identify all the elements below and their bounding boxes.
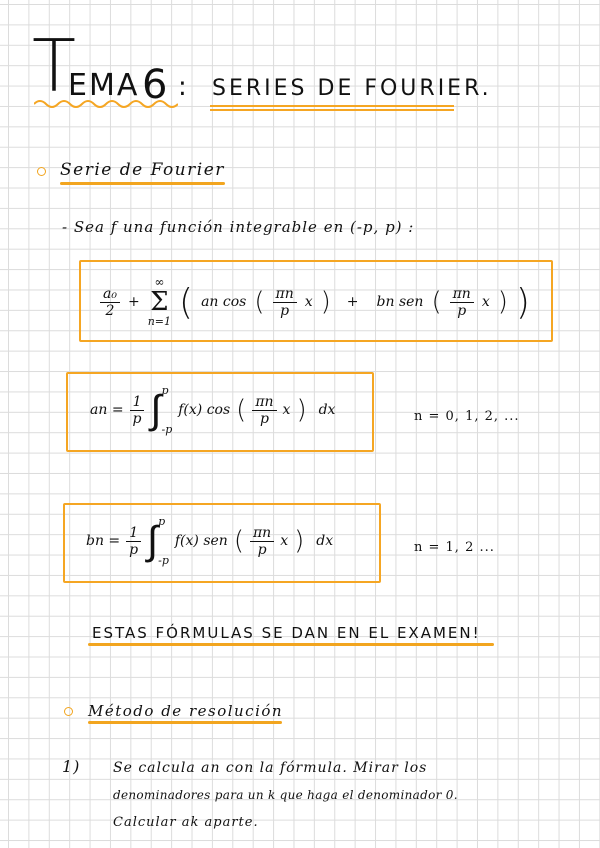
p-denominator: p (257, 541, 267, 558)
step-number: 1) (62, 757, 81, 776)
sigma-icon: Σ (150, 287, 169, 317)
open-paren-icon: ( (236, 395, 247, 425)
pin-over-p-fraction (250, 525, 274, 558)
series-formula (100, 272, 530, 332)
one-over-p-fraction (130, 394, 145, 427)
p-denominator: p (280, 302, 290, 319)
bn-sen-term: bn sen (376, 294, 424, 310)
integral-lower-limit: -p (158, 554, 169, 567)
open-paren-icon: ( (233, 526, 244, 556)
p-denominator: p (132, 410, 142, 427)
dx: dx (316, 533, 334, 549)
open-paren-icon: ( (254, 287, 265, 317)
integral (147, 515, 169, 567)
exam-note: ESTAS FÓRMULAS SE DAN EN EL EXAMEN! (92, 624, 481, 642)
plus-sign: + (127, 294, 140, 310)
title-big-letter: T (32, 24, 76, 108)
x-variable: x (304, 294, 313, 310)
sum-upper-limit: ∞ (154, 275, 165, 289)
integral (151, 384, 173, 436)
close-paren-icon: ) (296, 395, 307, 425)
p-denominator: p (457, 302, 467, 319)
pin-over-p-fraction (252, 394, 276, 427)
title-double-underline (210, 104, 454, 112)
bullet-icon (37, 167, 46, 176)
close-paren-icon: ) (294, 526, 305, 556)
pi-n-numerator: πn (273, 286, 297, 303)
open-paren-icon: ( (431, 287, 442, 317)
title-word: EMA (68, 68, 140, 103)
x-variable: x (282, 402, 291, 418)
one-numerator: 1 (130, 394, 145, 411)
step-line-2: denominadores para un k que haga el denominador 0. (113, 788, 458, 802)
step-line-1: Se calcula an con la fórmula. Mirar los (113, 760, 428, 776)
close-paren-icon: ) (497, 287, 508, 317)
one-over-p-fraction (126, 525, 141, 558)
summation (148, 275, 171, 329)
dx: dx (318, 402, 336, 418)
a0-numerator: a₀ (100, 286, 120, 303)
section-heading-metodo: Método de resolución (88, 702, 284, 720)
an-cos-term: an cos (201, 294, 247, 310)
intro-text: - Sea f una función integrable en (-p, p) : (62, 218, 415, 236)
integral-lower-limit: -p (161, 423, 173, 436)
section-underline (60, 182, 225, 185)
plus-sign: + (346, 294, 359, 310)
exam-note-underline (88, 643, 494, 646)
x-variable: x (481, 294, 490, 310)
integral-limits (158, 515, 169, 567)
pi-n-numerator: πn (250, 525, 274, 542)
integral-icon: ∫ (147, 518, 159, 564)
pi-n-numerator: πn (252, 394, 276, 411)
pin-over-p-fraction (450, 286, 474, 319)
a0-fraction (100, 286, 120, 319)
bn-range: n = 1, 2 ... (414, 540, 495, 555)
an-formula (90, 382, 335, 438)
integral-icon: ∫ (150, 387, 162, 433)
integral-upper-limit: p (158, 515, 166, 528)
bn-integrand: f(x) sen (174, 533, 228, 549)
an-integrand: f(x) cos (178, 402, 231, 418)
bn-formula (86, 513, 333, 569)
pi-n-numerator: πn (450, 286, 474, 303)
pin-over-p-fraction (273, 286, 297, 319)
section-underline (88, 721, 282, 724)
an-lhs: an = (90, 402, 124, 418)
an-range: n = 0, 1, 2, ... (414, 409, 520, 424)
close-paren-icon: ) (320, 287, 331, 317)
sum-lower-limit: n=1 (147, 315, 172, 328)
title-colon: : (178, 72, 187, 102)
p-denominator: p (259, 410, 269, 427)
p-denominator: p (129, 541, 139, 558)
x-variable: x (280, 533, 289, 549)
title-subtitle: SERIES DE FOURIER. (212, 76, 492, 101)
bn-lhs: bn = (86, 533, 121, 549)
a0-denominator: 2 (105, 302, 115, 319)
one-numerator: 1 (126, 525, 141, 542)
integral-limits (161, 384, 172, 436)
title-number: 6 (142, 62, 168, 108)
step-line-3: Calcular ak aparte. (113, 815, 259, 830)
section-heading-fourier: Serie de Fourier (60, 160, 225, 180)
open-paren-icon: ( (179, 281, 194, 323)
integral-upper-limit: p (161, 384, 169, 397)
title-wavy-underline (34, 98, 178, 110)
close-paren-icon: ) (515, 281, 530, 323)
bullet-icon (64, 707, 73, 716)
